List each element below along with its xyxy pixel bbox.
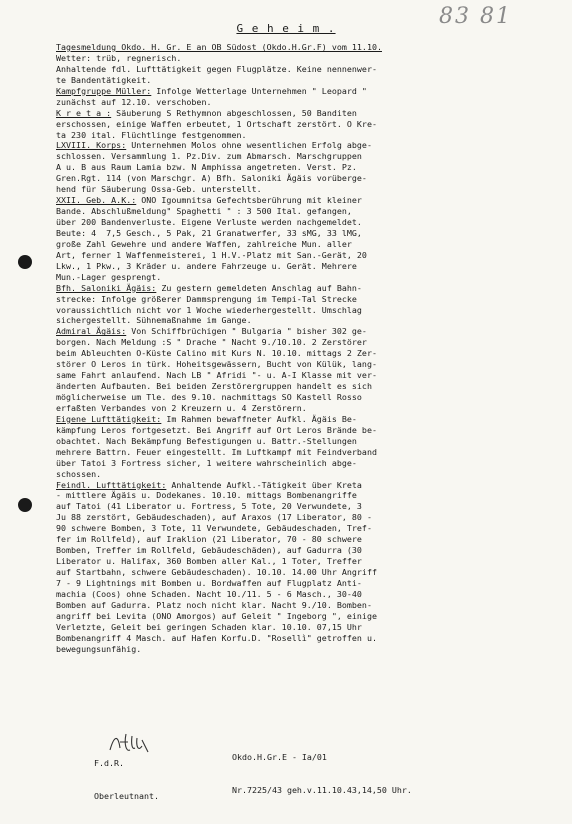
section-heading: LXVIII. Korps: [56,140,127,151]
document-title [0,22,572,35]
line-text: über 200 Bandenverluste. Eigene Verluste werden nachgemeldet. [56,217,362,227]
line-text: große Zahl Gewehre und andere Waffen, zahlreiche Mun. aller [56,238,352,249]
line-text: Säuberung S Rethymnon abgeschlossen, 50 Banditen [111,107,357,118]
line-text: Bombenangriff 4 Masch. auf Hafen Korfu.D. "Rosellì" getroffen u. [56,632,377,643]
line-text: über Tatoi 3 Fortress sicher, 1 weitere wahrscheinlich abge- [56,457,357,468]
text-line [56,523,548,534]
text-line [56,195,548,206]
line-text: strecke: Infolge größerer Dammsprengung im Tempi-Tal Strecke [56,293,357,304]
text-line [56,501,548,512]
line-text: Bomben auf Gadurra. Platz noch nicht klar. Nacht 9./10. Bomben- [56,599,372,610]
line-text: Lkw., 1 Pkw., 3 Kräder u. andere Fahrzeuge u. Gerät. Mehrere [56,260,357,271]
line-text: Verletzte, Geleit bei geringen Schaden klar. 10.10. 07,15 Uhr [56,621,362,632]
text-line [56,633,548,644]
report-body [56,42,548,655]
text-line [56,250,548,261]
line-text: voraussichtlich nicht vor 1 Woche wiederhergestellt. Umschlag [56,304,362,315]
line-text: Im Rahmen bewaffneter Aufkl. Ägäis Be- [161,413,357,424]
punch-hole-top [18,255,32,269]
text-line [56,622,548,633]
section-heading: Bfh. Saloniki Ägäis: [56,282,157,293]
handwritten-signature [104,730,154,758]
line-text: bewegungsunfähig. [56,643,142,654]
line-text: hend für Säuberung Ossa-Geb. unterstellt. [56,184,262,195]
line-text: Beute: 4 7,5 Gesch., 5 Pak, 21 Granatwerfer, 33 sMG, 33 lMG, [56,227,362,238]
text-line [56,392,548,403]
punch-hole-bottom [18,498,32,512]
line-text: A u. B aus Raum Lamia bzw. N Amphissa angetreten. Verst. Pz. [56,162,357,173]
line-text: Mun.-Lager gesprengt. [56,271,162,282]
office-line: Okdo.H.Gr.E - Ia/01 [232,752,327,762]
line-text: sichergestellt. Sühnemaßnahme im Gange. [56,315,252,326]
line-text: kämpfung Leros fortgesetzt. Bei Angriff auf Ort Leros Brände be- [56,424,377,435]
reference-number-line: Nr.7225/43 geh.v.11.10.43,14,50 Uhr. [232,785,412,795]
text-line [56,545,548,556]
line-text: mehrere Battrn. Feuer eingestellt. Im Luftkampf mit Feindverband [56,446,377,457]
section-heading: Kampfgruppe Müller: [56,85,152,96]
text-line [56,337,548,348]
text-line [56,425,548,436]
text-line [56,490,548,501]
text-line [56,589,548,600]
text-line [56,534,548,545]
fdr-label: F.d.R. [94,758,124,768]
text-line [56,370,548,381]
text-line [56,119,548,130]
line-text: Zu gestern gemeldeten Anschlag auf Bahn- [156,282,362,293]
text-line [56,469,548,480]
line-text: Infolge Wetterlage Unternehmen " Leopard " [151,85,367,96]
text-line [56,348,548,359]
text-line [56,108,548,119]
line-text: obachtet. Nach Bekämpfung Befestigungen u. Battr.-Stellungen [56,435,357,446]
text-line [56,53,548,64]
line-text: auf Startbahn, schwere Gebäudeschaden). 10.10. 14.00 Uhr Angriff [56,567,377,577]
text-line [56,611,548,622]
line-text: Anhaltende Aufkl.-Tätigkeit über Kreta [166,479,362,490]
text-line [56,130,548,141]
text-line [56,512,548,523]
line-text: angriff bei Levita (ONO Amorgos) auf Geleit " Ingeborg ", einige [56,610,377,621]
line-text: Bande. Abschlußmeldung" Spaghetti " : 3 500 Ital. gefangen, [56,206,352,217]
text-line [56,458,548,469]
text-line [56,228,548,239]
text-line [56,644,548,655]
line-text: Bomben, Treffer im Rollfeld, Gebäudeschäden), auf Gadurra (30 [56,545,362,556]
text-line [56,381,548,392]
section-heading: XXII. Geb. A.K.: [56,195,137,206]
line-text: ta 230 ital. Flüchtlinge festgenommen. [56,129,247,140]
text-line [56,359,548,370]
text-line [56,283,548,294]
text-line [56,217,548,228]
office-reference [232,730,412,818]
line-text: Art, ferner 1 Waffenmeisterei, 1 H.V.-Platz mit San.-Gerät, 20 [56,249,367,260]
section-heading: K r e t a : [56,107,112,118]
text-line [56,184,548,195]
line-text: möglicherweise um Tle. des 9.10. nachmittags SO Kastell Rosso [56,392,362,402]
line-text: machia (Coos) ohne Schaden. Nacht 10./11. 5 - 6 Masch., 30-40 [56,588,362,599]
text-line [56,86,548,97]
line-text: Anhaltende fdl. Lufttätigkeit gegen Flugplätze. Keine nennenwer- [56,63,377,74]
line-text: erschossen, einige Waffen erbeutet, 1 Ortschaft zerstört. O Kre- [56,118,377,129]
text-line [56,578,548,589]
text-line [56,600,548,611]
line-text: same Fahrt anlaufend. Nach LB " Afridi "- u. A-I Klasse mit ver- [56,370,377,381]
line-text: Gren.Rgt. 114 (von Marschgr. A) Bfh. Saloniki Ägäis vorüberge- [56,173,367,184]
text-line [56,272,548,283]
line-text: ONO Igoumnitsa Gefechtsberührung mit kleiner [136,195,362,206]
line-text: Wetter: trüb, regnerisch. [56,52,182,63]
line-text: störer O Leros in türk. Hoheitsgewässern, Bucht von Külük, lang- [56,359,377,370]
text-line [56,315,548,326]
text-line [56,261,548,272]
text-line [56,447,548,458]
text-line [56,294,548,305]
line-text: auf Tatoi (41 Liberator u. Fortress, 5 Tote, 20 Verwundete, 3 [56,501,362,512]
line-text: Unternehmen Molos ohne wesentlichen Erfolg abge- [126,140,372,151]
section-heading: Tagesmeldung Okdo. H. Gr. E an OB Südost (Okdo.H.Gr.F) vom 11.10. [56,42,382,52]
line-text: Liberator u. Halifax, 360 Bomben aller Kal., 1 Toter, Treffer [56,556,362,567]
line-text: 7 - 9 Lightnings mit Bomben u. Bordwaffen auf Flugplatz Anti- [56,577,362,588]
line-text: borgen. Nach Meldung :S " Drache " Nacht 9./10.10. 2 Zerstörer [56,337,367,348]
text-line [56,97,548,108]
text-line [56,480,548,491]
line-text: 90 schwere Bomben, 3 Tote, 11 Verwundete, Gebäudeschaden, Tref- [56,523,372,534]
section-heading: Eigene Lufttätigkeit: [56,413,162,424]
line-text: schlossen. Versammlung 1. Pz.Div. zum Abmarsch. Marschgruppen [56,151,362,162]
text-line [56,326,548,337]
text-line [56,567,548,578]
line-text: erfaßten Verbandes von 2 Kreuzern u. 4 Zerstörern. [56,402,307,413]
text-line [56,239,548,250]
section-heading: Feindl. Lufttätigkeit: [56,479,167,490]
text-line [56,64,548,75]
text-line [56,151,548,162]
text-line [56,556,548,567]
officer-rank: Oberleutnant. [94,791,159,801]
line-text: fer im Rollfeld), auf Iraklion (21 Liberator, 70 - 80 schwere [56,534,362,545]
line-text: änderten Aufbauten. Bei beiden Zerstörergruppen handelt es sich [56,381,372,392]
line-text: - mittlere Ägäis u. Dodekanes. 10.10. mittags Bombenangriffe [56,490,357,501]
title-text: G e h e i m . [236,22,336,35]
text-line [56,173,548,184]
handwritten-page-number: 83 81 [439,4,512,29]
line-text: Von Schiffbrüchigen " Bulgaria " bisher 302 ge- [126,326,367,337]
text-line [56,42,548,53]
text-line [56,75,548,86]
text-line [56,414,548,425]
text-line [56,206,548,217]
text-line [56,436,548,447]
text-line [56,140,548,151]
line-text: schossen. [56,468,102,479]
line-text: zunächst auf 12.10. verschoben. [56,96,212,107]
line-text: Ju 88 zerstört, Gebäudeschaden), auf Araxos (17 Liberator, 80 - [56,512,372,523]
line-text: te Bandentätigkeit. [56,74,152,85]
line-text: beim Ableuchten O-Küste Calino mit Kurs N. 10.10. mittags 2 Zer- [56,348,377,359]
text-line [56,403,548,414]
text-line [56,162,548,173]
text-line [56,305,548,316]
section-heading: Admiral Ägäis: [56,326,127,337]
